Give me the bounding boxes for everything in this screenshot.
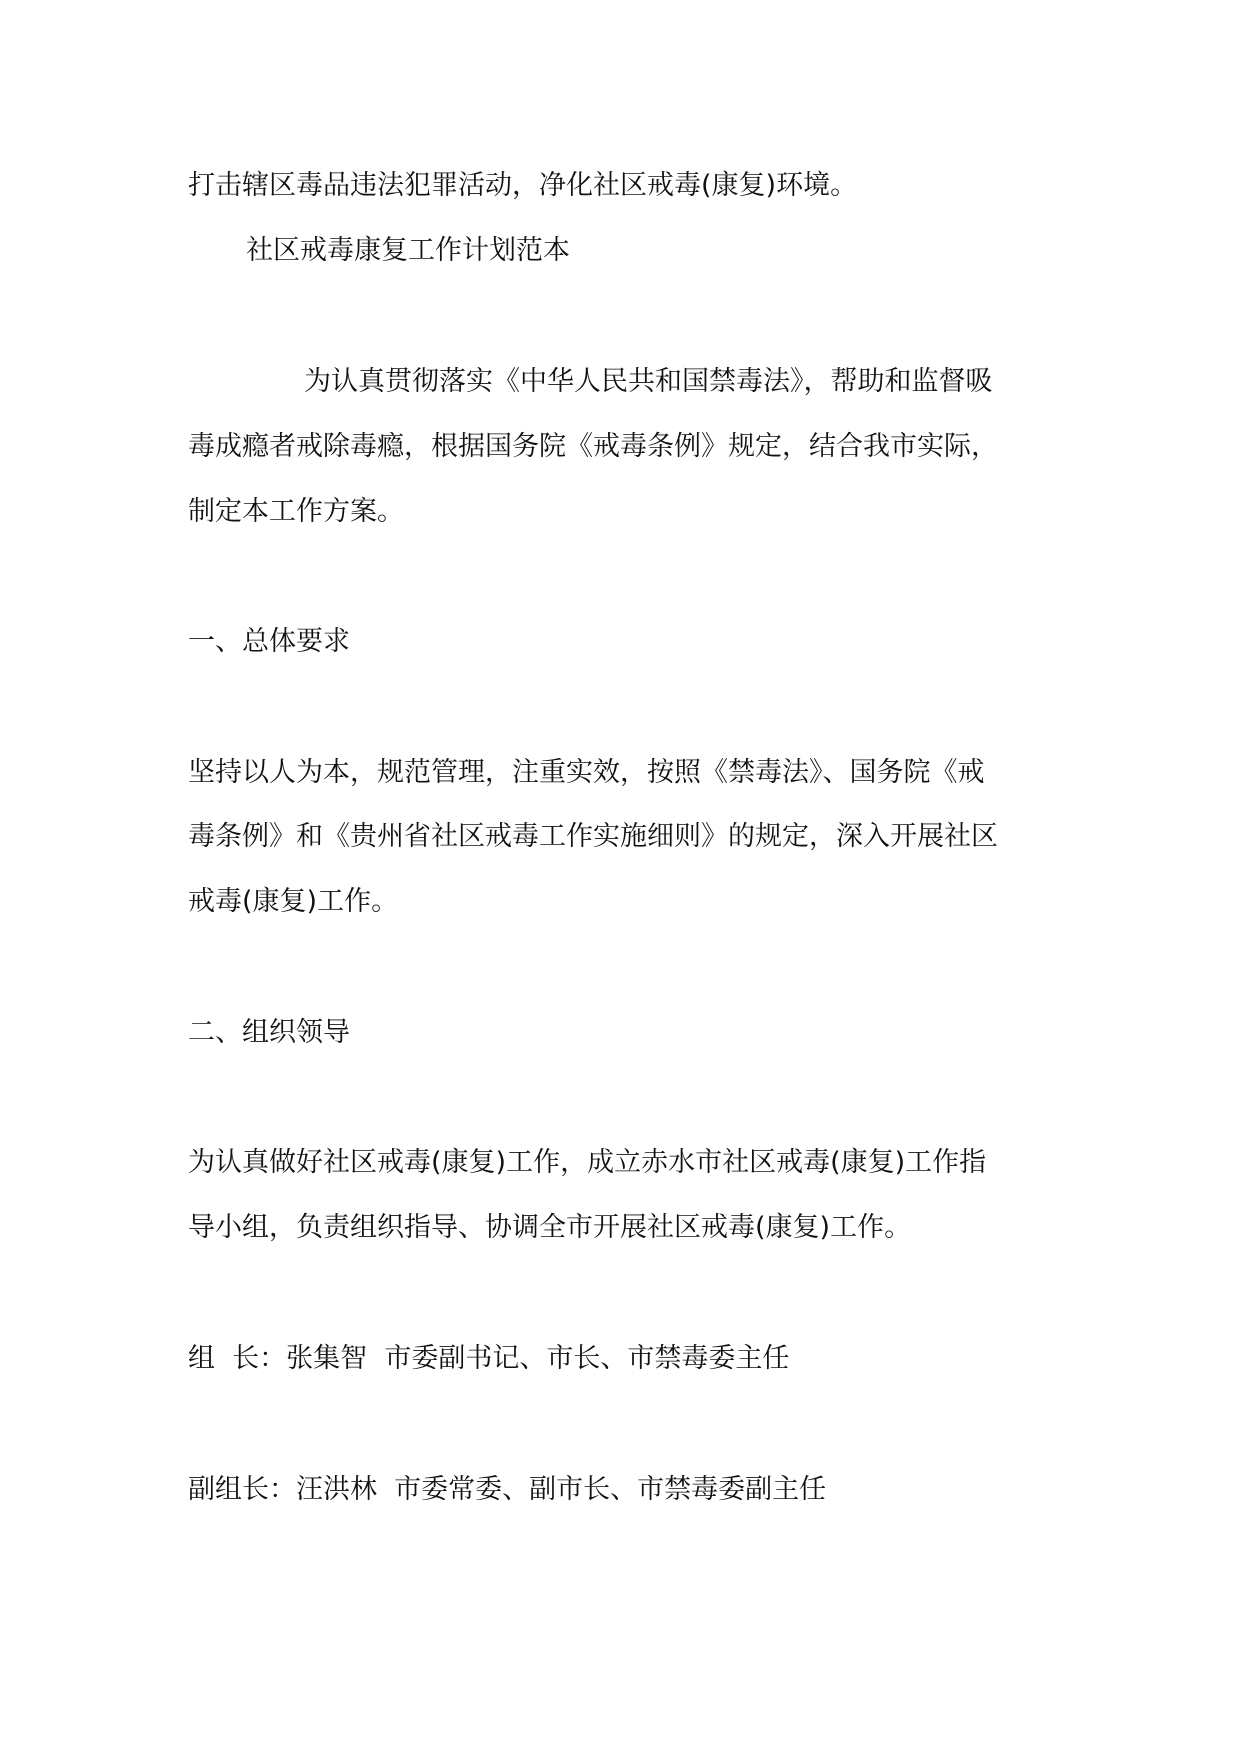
leader-line: 组 长：张集智 市委副书记、市长、市禁毒委主任 [188,1343,790,1374]
deputy-leader-line: 副组长：汪洪林 市委常委、副市长、市禁毒委副主任 [188,1474,827,1505]
text-line-11: 为认真做好社区戒毒(康复)工作，成立赤水市社区戒毒(康复)工作指 [188,1147,987,1178]
text-line-1: 打击辖区毒品违法犯罪活动，净化社区戒毒(康复)环境。 [188,170,858,201]
text-line-3: 为认真贯彻落实《中华人民共和国禁毒法》，帮助和监督吸 [304,366,993,397]
text-line-4: 毒成瘾者戒除毒瘾，根据国务院《戒毒条例》规定，结合我市实际， [188,431,998,462]
text-line-12: 导小组，负责组织指导、协调全市开展社区戒毒(康复)工作。 [188,1212,912,1243]
text-line-7: 坚持以人为本，规范管理，注重实效，按照《禁毒法》、国务院《戒 [188,757,985,788]
text-line-5: 制定本工作方案。 [188,496,404,527]
document-title: 社区戒毒康复工作计划范本 [246,235,570,266]
text-line-9: 戒毒(康复)工作。 [188,886,399,917]
section-heading-2: 二、组织领导 [188,1017,350,1048]
text-line-8: 毒条例》和《贵州省社区戒毒工作实施细则》的规定，深入开展社区 [188,821,998,852]
section-heading-1: 一、总体要求 [188,626,350,657]
